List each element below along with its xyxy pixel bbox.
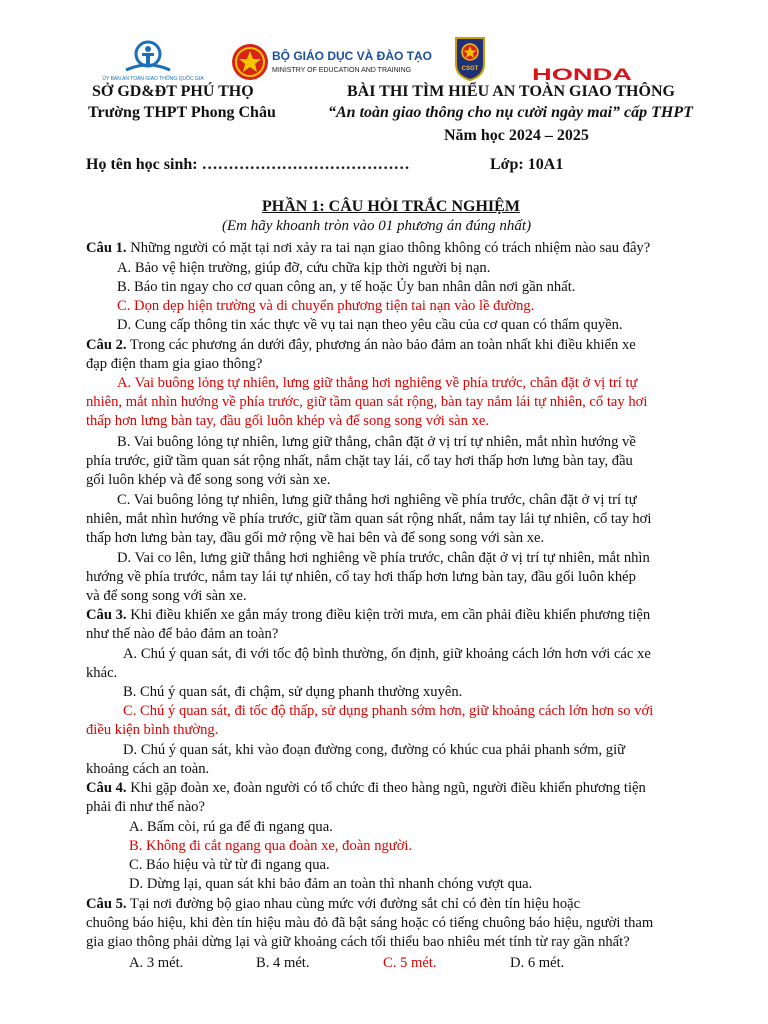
q3-option-b[interactable]: B. Chú ý quan sát, đi chậm, sử dụng phanh thường xuyên. xyxy=(123,684,463,700)
question-3-label: Câu 3. xyxy=(86,607,127,623)
q2-option-b-line-2: phía trước, giữ tầm quan sát rộng nhất, nắm chặt tay lái, cổ tay hơi thấp hơn lưng bàn tay, đầu xyxy=(86,453,633,469)
question-5-text-1: Tại nơi đường bộ giao nhau cùng mức với đường sắt chỉ có đèn tín hiệu hoặc xyxy=(126,896,581,912)
q3-option-c-line-2: điều kiện bình thường. xyxy=(86,722,219,738)
question-1-label: Câu 1. xyxy=(86,240,127,256)
question-2-line-1 xyxy=(86,336,718,355)
question-2-text-1: Trong các phương án dưới đây, phương án nào bảo đảm an toàn nhất khi điều khiển xe xyxy=(126,337,636,353)
q3-option-c-line-1: C. Chú ý quan sát, đi tốc độ thấp, sử dụng phanh sớm hơn, giữ khoảng cách lớn hơn so với xyxy=(123,703,654,719)
q2-option-c-line-1: C. Vai buông lỏng tự nhiên, lưng giữ thẳng hơi nghiêng về phía trước, chân đặt ở vị trí tự xyxy=(117,492,637,508)
q3-option-a-line-1: A. Chú ý quan sát, đi với tốc độ bình thường, ổn định, giữ khoảng cách lớn hơn với các xe xyxy=(123,646,651,662)
q3-option-d-line-1: D. Chú ý quan sát, khi vào đoạn đường cong, đường có khúc cua phải phanh sớm, giữ xyxy=(123,742,626,758)
q2-option-b-line-1: B. Vai buông lỏng tự nhiên, lưng giữ thẳng, chân đặt ở vị trí tự nhiên, mắt nhìn hướng về xyxy=(117,434,636,450)
logo-row xyxy=(0,34,768,84)
question-1-text: Những người có mặt tại nơi xảy ra tai nạn giao thông không có trách nhiệm nào sau đây? xyxy=(126,240,651,256)
q2-option-d-line-1: D. Vai co lên, lưng giữ thẳng hơi nghiêng về phía trước, chân đặt ở vị trí tự nhiên, mắt nhìn xyxy=(117,550,650,566)
question-5-label: Câu 5. xyxy=(86,896,127,912)
school-name: Trường THPT Phong Châu xyxy=(88,104,276,121)
q5-option-d[interactable]: D. 6 mét. xyxy=(510,955,565,971)
q4-option-b[interactable]: B. Không đi cắt ngang qua đoàn xe, đoàn người. xyxy=(129,838,413,854)
q2-option-c-line-3: thấp hơn lưng bàn tay, đầu gối mở rộng về hai bên và để song song với sàn xe. xyxy=(86,530,545,546)
question-2-text-2: đạp điện tham gia giao thông? xyxy=(86,356,263,372)
moet-english-name: MINISTRY OF EDUCATION AND TRAINING xyxy=(272,67,412,74)
q2-option-c-line-2: nhiên, mắt nhìn hướng về phía trước, giữ tầm quan sát rộng nhất, nắm tay lái tự nhiên, cổ tay hơi xyxy=(86,511,652,527)
q1-option-c[interactable]: C. Dọn dẹp hiện trường và di chuyển phương tiện tai nạn vào lề đường. xyxy=(117,298,535,314)
ubatgt-logo xyxy=(102,40,204,84)
question-4-line-1 xyxy=(86,779,646,798)
honda-wordmark: HONDA xyxy=(532,65,632,84)
q5-option-c[interactable]: C. 5 mét. xyxy=(383,955,437,971)
q5-option-b[interactable]: B. 4 mét. xyxy=(256,955,310,971)
question-2-label: Câu 2. xyxy=(86,337,127,353)
question-3-line-1 xyxy=(86,606,650,625)
section-instruction: (Em hãy khoanh tròn vào 01 phương án đúng nhất) xyxy=(222,218,532,234)
q4-option-d[interactable]: D. Dừng lại, quan sát khi bảo đảm an toàn thì nhanh chóng vượt qua. xyxy=(129,876,533,892)
student-name-label: Họ tên học sinh: ………………………………… xyxy=(86,156,410,173)
honda-logo xyxy=(530,64,634,82)
question-4-text-1: Khi gặp đoàn xe, đoàn người có tổ chức đi theo hàng ngũ, người điều khiển phương tiện xyxy=(126,780,646,796)
q1-option-d[interactable]: D. Cung cấp thông tin xác thực về vụ tai nạn theo yêu cầu của cơ quan có thẩm quyền. xyxy=(117,317,623,333)
question-4-text-2: phải đi như thế nào? xyxy=(86,799,205,815)
school-year: Năm học 2024 – 2025 xyxy=(444,127,589,144)
csgt-text: CSGT xyxy=(461,66,479,72)
question-4-label: Câu 4. xyxy=(86,780,127,796)
ubatgt-caption: ỦY BAN AN TOÀN GIAO THÔNG QUỐC GIA xyxy=(102,76,204,82)
q2-option-d-line-2: hướng về phía trước, nắm tay lái tự nhiên, cổ tay hơi thấp hơn lưng bàn tay, đầu gối luôn khép xyxy=(86,569,636,585)
moet-wordmark xyxy=(272,46,432,76)
q4-option-a[interactable]: A. Bấm còi, rú ga để đi ngang qua. xyxy=(129,819,333,835)
question-5-text-3: gia giao thông phải dừng lại và giữ khoảng cách tối thiểu bao nhiêu mét tính từ ray gần nhất? xyxy=(86,934,630,950)
q4-option-c[interactable]: C. Báo hiệu và từ từ đi ngang qua. xyxy=(129,857,330,873)
q2-option-a-line-1: A. Vai buông lỏng tự nhiên, lưng giữ thẳng hơi nghiêng về phía trước, chân đặt ở vị trí tự xyxy=(117,375,638,391)
q5-option-a[interactable]: A. 3 mét. xyxy=(129,955,184,971)
moet-name: BỘ GIÁO DỤC VÀ ĐÀO TẠO xyxy=(272,49,433,63)
q2-option-b-line-3: gối luôn khép và để song song với sàn xe. xyxy=(86,472,331,488)
q2-option-d-line-3: và để song song với sàn xe. xyxy=(86,588,247,604)
class-label: Lớp: 10A1 xyxy=(490,156,564,173)
q3-option-a-line-2: khác. xyxy=(86,665,118,681)
section-title: PHẦN 1: CÂU HỎI TRẮC NGHIỆM xyxy=(262,198,520,215)
question-5-line-1 xyxy=(86,895,718,914)
q2-option-a-line-2: nhiên, mắt nhìn hướng về phía trước, giữ tầm quan sát rộng, bàn tay nắm lái tự nhiên, cổ tay hơi xyxy=(86,394,648,410)
question-1 xyxy=(86,239,650,258)
question-3-text-2: như thế nào để bảo đảm an toàn? xyxy=(86,626,279,642)
q3-option-d-line-2: khoảng cách an toàn. xyxy=(86,761,210,777)
q1-option-b[interactable]: B. Báo tin ngay cho cơ quan công an, y tế hoặc Ủy ban nhân dân nơi gần nhất. xyxy=(117,279,576,295)
question-5-text-2: chuông báo hiệu, khi đèn tín hiệu màu đỏ đã bật sáng hoặc có tiếng chuông báo hiệu, người tham xyxy=(86,915,654,931)
exam-subtitle: “An toàn giao thông cho nụ cười ngày mai” cấp THPT xyxy=(328,104,693,121)
q2-option-a-line-3: thấp hơn lưng bàn tay, đầu gối luôn khép và để song song với sàn xe. xyxy=(86,413,489,429)
moet-emblem xyxy=(230,42,270,82)
exam-title: BÀI THI TÌM HIỂU AN TOÀN GIAO THÔNG xyxy=(347,83,675,100)
question-3-text-1: Khi điều khiển xe gắn máy trong điều kiện trời mưa, em cần phải điều khiển phương tiện xyxy=(126,607,651,623)
department-name: SỞ GD&ĐT PHÚ THỌ xyxy=(92,83,254,100)
q1-option-a[interactable]: A. Bảo vệ hiện trường, giúp đỡ, cứu chữa kịp thời người bị nạn. xyxy=(117,260,491,276)
csgt-badge xyxy=(452,34,488,82)
